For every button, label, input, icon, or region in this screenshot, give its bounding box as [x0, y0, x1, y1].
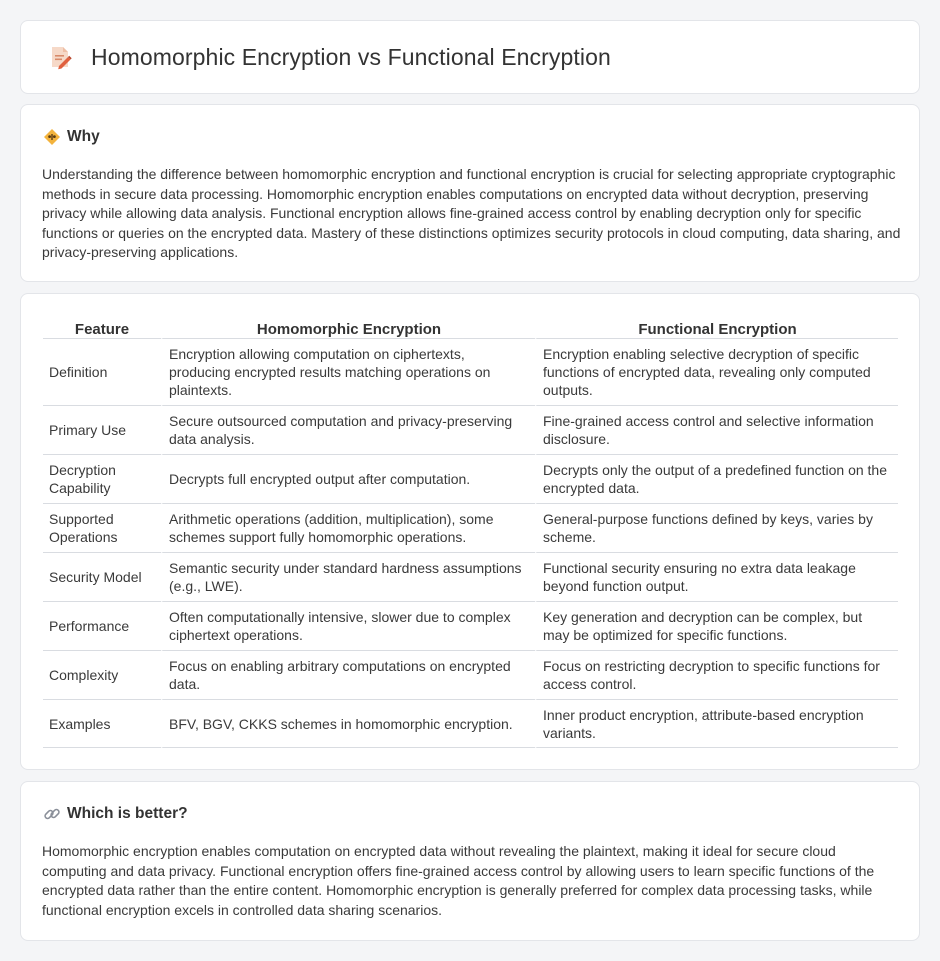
- why-heading: [43, 128, 100, 146]
- row-functional: Fine-grained access control and selective information disclosure.: [535, 405, 898, 454]
- header-homomorphic: Homomorphic Encryption: [161, 316, 535, 338]
- why-card: [20, 104, 920, 282]
- row-functional: Decrypts only the output of a predefined function on the encrypted data.: [535, 454, 898, 503]
- row-homomorphic: Secure outsourced computation and privacy-preserving data analysis.: [161, 405, 535, 454]
- row-feature: Performance: [43, 601, 161, 650]
- table-header-row: [43, 316, 898, 338]
- row-homomorphic: Often computationally intensive, slower due to complex ciphertext operations.: [161, 601, 535, 650]
- header-feature: Feature: [74, 321, 130, 338]
- better-heading: [43, 805, 188, 823]
- row-homomorphic: Focus on enabling arbitrary computations on encrypted data.: [161, 650, 535, 699]
- row-feature: Examples: [43, 699, 161, 748]
- row-functional: Focus on restricting decryption to specific functions for access control.: [535, 650, 898, 699]
- table-row: [43, 650, 898, 699]
- comparison-card: [20, 293, 920, 770]
- document-pencil-icon: [47, 44, 73, 70]
- table-row: [43, 338, 898, 405]
- why-title: Why: [67, 128, 100, 145]
- row-functional: Inner product encryption, attribute-based encryption variants.: [535, 699, 898, 748]
- row-homomorphic: BFV, BGV, CKKS schemes in homomorphic encryption.: [161, 699, 535, 748]
- table-row: [43, 601, 898, 650]
- comparison-table: [43, 316, 898, 748]
- lightbulb-icon: [43, 128, 61, 146]
- row-functional: General-purpose functions defined by keys, varies by scheme.: [535, 503, 898, 552]
- better-body: Homomorphic encryption enables computation on encrypted data without revealing the plaintext, making it ideal for secure cloud computing and data privacy. Functional encryption offers fine-grained access control by allowing users to learn specific functions of the encrypted data rather than the entire content. Homomorphic encryption is generally preferred for complex data processing tasks, while functional encryption excels in controlled data sharing scenarios.: [42, 843, 875, 918]
- row-feature: Definition: [43, 338, 161, 405]
- table-row: [43, 699, 898, 748]
- row-functional: Encryption enabling selective decryption of specific functions of encrypted data, revealing only computed outputs.: [535, 338, 898, 405]
- link-icon: [43, 805, 61, 823]
- header-functional: Functional Encryption: [535, 316, 898, 338]
- row-homomorphic: Arithmetic operations (addition, multiplication), some schemes support fully homomorphic operations.: [161, 503, 535, 552]
- row-homomorphic: Encryption allowing computation on ciphertexts, producing encrypted results matching operations on plaintexts.: [161, 338, 535, 405]
- row-homomorphic: Decrypts full encrypted output after computation.: [161, 454, 535, 503]
- row-feature: Decryption Capability: [43, 454, 161, 503]
- table-row: [43, 503, 898, 552]
- title-card: [20, 20, 920, 94]
- better-title: Which is better?: [67, 805, 188, 822]
- row-functional: Key generation and decryption can be complex, but may be optimized for specific functions.: [535, 601, 898, 650]
- better-card: [20, 781, 920, 941]
- row-feature: Security Model: [43, 552, 161, 601]
- row-feature: Supported Operations: [43, 503, 161, 552]
- table-row: [43, 552, 898, 601]
- row-feature: Primary Use: [43, 405, 161, 454]
- table-row: [43, 454, 898, 503]
- row-functional: Functional security ensuring no extra data leakage beyond function output.: [535, 552, 898, 601]
- why-body: Understanding the difference between homomorphic encryption and functional encryption is crucial for selecting appropriate cryptographic methods in secure data processing. Homomorphic encryption enables computations on encrypted data without decryption, preserving privacy while allowing data analysis. Functional encryption allows fine-grained access control by enabling decryption only for specific functions or queries on the encrypted data. Mastery of these distinctions optimizes security protocols in cloud computing, data sharing, and privacy-preserving applications.: [42, 166, 901, 261]
- table-row: [43, 405, 898, 454]
- page-title: Homomorphic Encryption vs Functional Encryption: [91, 43, 611, 70]
- row-homomorphic: Semantic security under standard hardness assumptions (e.g., LWE).: [161, 552, 535, 601]
- row-feature: Complexity: [43, 650, 161, 699]
